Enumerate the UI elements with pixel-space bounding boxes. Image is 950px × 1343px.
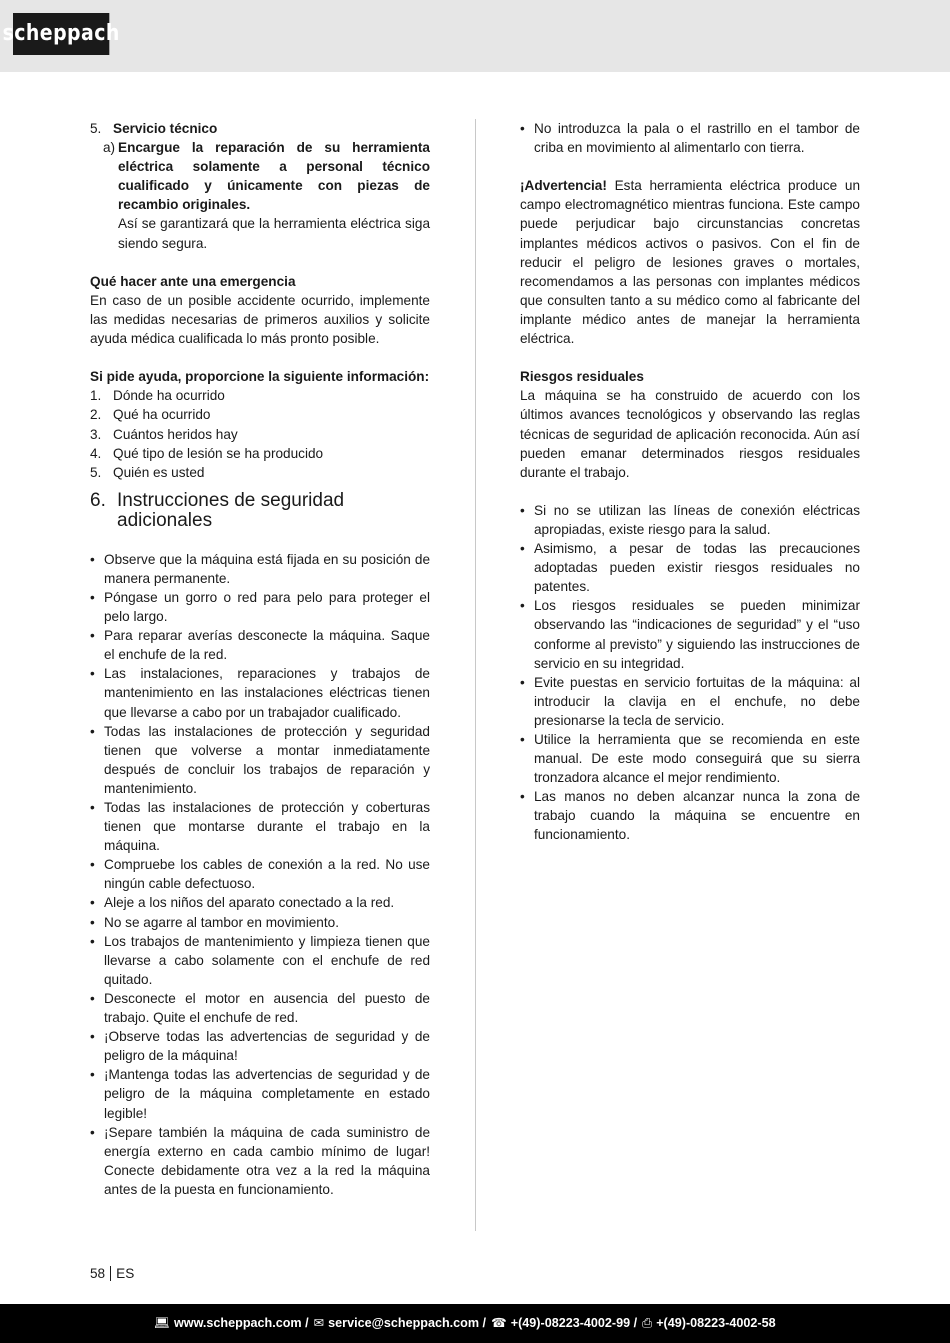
list-item: • No introduzca la pala o el rastrillo en el tambor de criba en movimiento al alimentarlo con tierra. <box>520 119 860 157</box>
list-item: 3. Cuántos heridos hay <box>90 426 238 442</box>
computer-icon: 💻︎ <box>154 1315 170 1330</box>
list-item: • Desconecte el motor en ausencia del puesto de trabajo. Quite el enchufe de red. <box>90 989 430 1027</box>
footer-website[interactable]: www.scheppach.com / <box>174 1315 309 1330</box>
list-item: • ¡Separe también la máquina de cada suministro de energía externo en cada cambio mínimo de lugar! Conecte debidamente otra vez a la red la máquina antes de la puesta en funcionamiento. <box>90 1123 430 1199</box>
residual-bullet-list <box>520 501 860 845</box>
help-list <box>90 386 430 481</box>
list-item: • Utilice la herramienta que se recomienda en este manual. De este modo conseguirá que su sierra tronzadora alcance el mejor rendimiento. <box>520 730 860 787</box>
safety-bullet-list <box>90 550 430 1199</box>
list-item: • Póngase un gorro o red para pelo para proteger el pelo largo. <box>90 588 430 626</box>
fax-icon: ⎙ <box>642 1315 653 1330</box>
section-5-heading: 5. Servicio técnico <box>90 119 430 138</box>
footer-fax: +(49)-08223-4002-58 <box>656 1315 776 1330</box>
column-divider <box>475 119 476 1231</box>
section-5a: a) Encargue la reparación de su herramienta eléctrica solamente a personal técnico cualificado y únicamente con piezas de recambio originales. <box>90 138 430 214</box>
page-number: 58 ES <box>90 1266 135 1281</box>
language-code: ES <box>116 1266 135 1281</box>
list-item: • Para reparar averías desconecte la máquina. Saque el enchufe de la red. <box>90 626 430 664</box>
brand-logo: scheppach <box>13 13 109 55</box>
section-5a-text: Así se garantizará que la herramienta eléctrica siga siendo segura. <box>118 216 430 251</box>
list-item: 1. Dónde ha ocurrido <box>90 388 225 404</box>
section-5-title: Servicio técnico <box>113 121 218 136</box>
list-item: • Las instalaciones, reparaciones y trabajos de mantenimiento en las instalaciones eléctricas tienen que llevarse a cabo por un trabajador cualificado. <box>90 664 430 721</box>
emergency-title: Qué hacer ante una emergencia <box>90 273 296 289</box>
list-item: • Los trabajos de mantenimiento y limpieza tienen que llevarse a cabo solamente con el enchufe de red quitado. <box>90 932 430 989</box>
list-item: • ¡Observe todas las advertencias de seguridad y de peligro de la máquina! <box>90 1027 430 1065</box>
left-column <box>90 119 430 1199</box>
list-item: • No se agarre al tambor en movimiento. <box>90 913 430 932</box>
list-item: • ¡Mantenga todas las advertencias de seguridad y de peligro de la máquina completamente en estado legible! <box>90 1065 430 1122</box>
list-item: • Si no se utilizan las líneas de conexión eléctricas apropiadas, existe riesgo para la salud. <box>520 501 860 539</box>
help-title: Si pide ayuda, proporcione la siguiente información: <box>90 369 430 385</box>
page-header <box>0 0 950 72</box>
list-item: • Observe que la máquina está fijada en su posición de manera permanente. <box>90 550 430 588</box>
phone-icon: ☎︎ <box>491 1315 507 1330</box>
residual-risks-text: La máquina se ha construido de acuerdo con los últimos avances tecnológicos y observando las reglas técnicas de seguridad de aplicación reconocida. Aún así pueden emanar determinados riesgos residuales durante el trabajo. <box>520 388 860 480</box>
list-item: • Compruebe los cables de conexión a la red. No use ningún cable defectuoso. <box>90 855 430 893</box>
section-6-title: Instrucciones de seguridad adicionales <box>117 489 345 531</box>
page-footer <box>0 1304 950 1343</box>
list-item: 2. Qué ha ocurrido <box>90 407 211 423</box>
list-item: • Evite puestas en servicio fortuitas de la máquina: al introducir la clavija en el enchufe, no debe presionarse la tecla de servicio. <box>520 673 860 730</box>
list-item: • Los riesgos residuales se pueden minimizar observando las “indicaciones de seguridad” y el “uso conforme al previsto” y siguiendo las instrucciones de servicio en su integridad. <box>520 596 860 672</box>
warning-text: Esta herramienta eléctrica produce un campo electromagnético mientras funciona. Este campo puede perjudicar bajo circunstancias concretas implantes médicos activos o pasivos. Con el fin de reducir el peligro de lesiones graves o mortales, recomendamos a las personas con implantes médicos que consulten tanto a su médico como al fabricante del implante médico antes de manejar la herramienta eléctrica. <box>520 178 860 347</box>
list-item: • Asimismo, a pesar de todas las precauciones adoptadas pueden existir riesgos residuales no patentes. <box>520 539 860 596</box>
section-6-heading: 6. Instrucciones de seguridad adicionales <box>90 491 430 531</box>
right-column <box>520 119 860 845</box>
list-item: 4. Qué tipo de lesión se ha producido <box>90 445 324 461</box>
email-icon: ✉︎ <box>313 1315 325 1330</box>
section-5a-bold: Encargue la reparación de su herramienta eléctrica solamente a personal técnico cualificado y únicamente con piezas de recambio originales. <box>118 140 430 213</box>
list-item: • Las manos no deben alcanzar nunca la zona de trabajo cuando la máquina se encuentre en funcionamiento. <box>520 787 860 844</box>
top-bullet-list <box>520 119 860 157</box>
warning-paragraph <box>520 176 860 348</box>
list-item: • Aleje a los niños del aparato conectado a la red. <box>90 893 430 912</box>
list-item: • Todas las instalaciones de protección y seguridad tienen que volverse a montar inmediatamente después de concluir los trabajos de reparación y mantenimiento. <box>90 722 430 798</box>
warning-label: ¡Advertencia! <box>520 178 607 194</box>
footer-email[interactable]: service@scheppach.com / <box>328 1315 487 1330</box>
list-item: 5. Quién es usted <box>90 464 205 480</box>
footer-phone: +(49)-08223-4002-99 / <box>510 1315 638 1330</box>
list-item: • Todas las instalaciones de protección y coberturas tienen que montarse durante el trabajo en la máquina. <box>90 798 430 855</box>
emergency-text: En caso de un posible accidente ocurrido, implemente las medidas necesarias de primeros auxilios y solicite ayuda médica cualificada lo más pronto posible. <box>90 292 430 347</box>
residual-risks-title: Riesgos residuales <box>520 369 644 385</box>
